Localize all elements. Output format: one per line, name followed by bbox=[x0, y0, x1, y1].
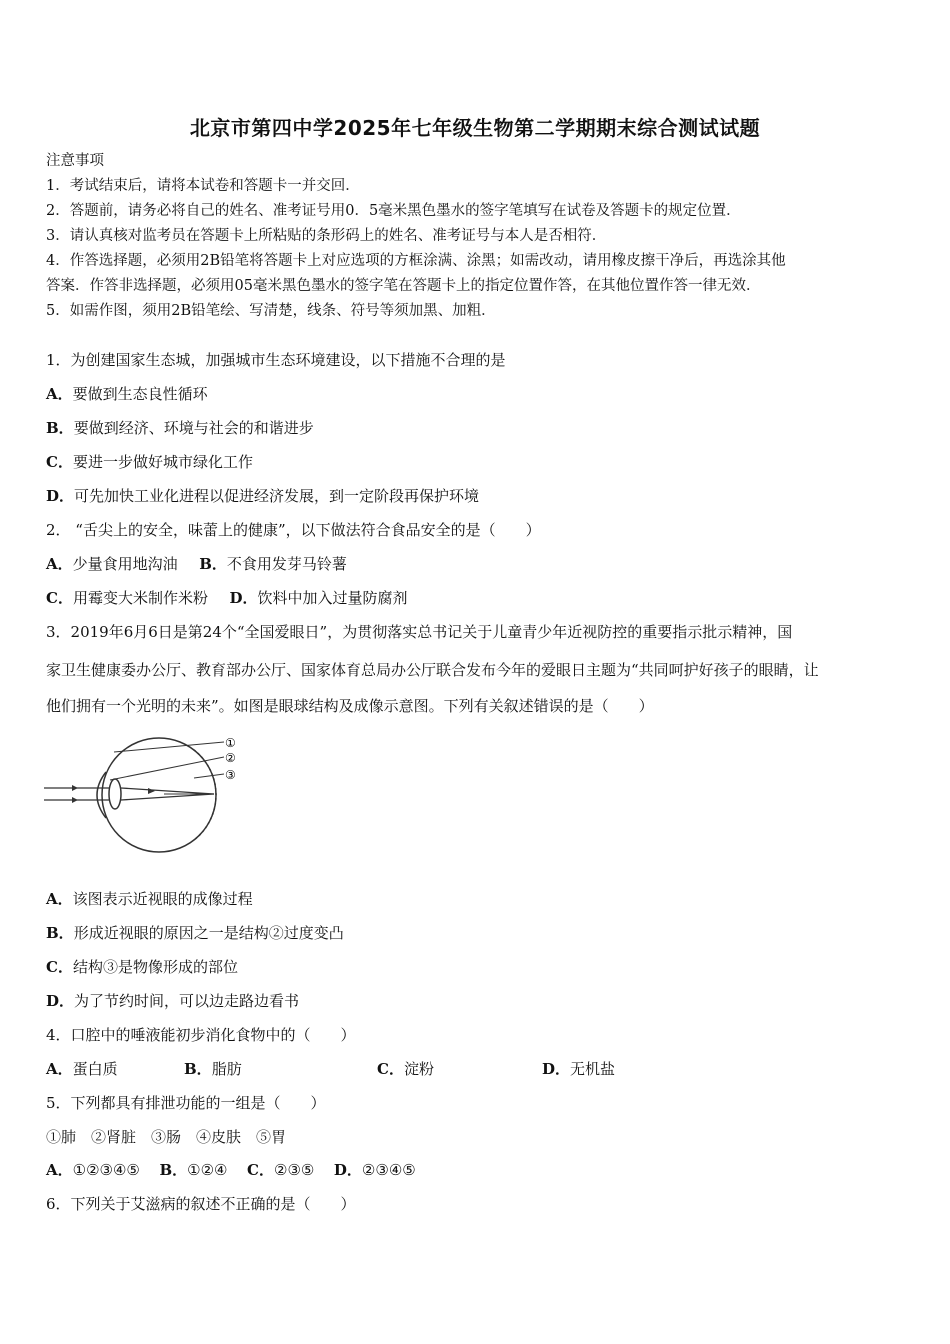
ray-arrow-icon bbox=[72, 797, 78, 803]
q5-stem: 5．下列都具有排泄功能的一组是（ ） bbox=[46, 1094, 326, 1112]
q2-stem: 2． “舌尖上的安全，味蕾上的健康”，以下做法符合食品安全的是（ ） bbox=[46, 521, 541, 539]
q2-option-a[interactable]: A．少量食用地沟油 bbox=[46, 555, 178, 573]
q5-option-b[interactable]: B．①②④ bbox=[159, 1161, 228, 1179]
q2-option-c[interactable]: C．用霉变大米制作米粉 bbox=[46, 589, 208, 607]
lens-shape bbox=[109, 779, 121, 809]
q2-options-row bbox=[46, 554, 347, 574]
q3-stem: 家卫生健康委办公厅、教育部办公厅、国家体育总局办公厅联合发布今年的爱眼日主题为“共同呵护好孩子的眼睛，让 bbox=[46, 661, 819, 679]
light-ray bbox=[121, 788, 214, 794]
q2-option-b[interactable]: B．不食用发芽马铃薯 bbox=[199, 555, 347, 573]
q5-options-row bbox=[46, 1160, 416, 1180]
q2-options-row bbox=[46, 588, 408, 608]
page-title: 北京市第四中学2025年七年级生物第二学期期末综合测试试题 bbox=[189, 116, 761, 140]
q4-stem: 4．口腔中的唾液能初步消化食物中的（ ） bbox=[46, 1026, 356, 1044]
q4-option-c[interactable]: C．淀粉 bbox=[377, 1060, 434, 1078]
q3-stem: 他们拥有一个光明的未来”。如图是眼球结构及成像示意图。下列有关叙述错误的是（ ） bbox=[46, 697, 654, 715]
q6-stem: 6．下列关于艾滋病的叙述不正确的是（ ） bbox=[46, 1195, 356, 1213]
notice-heading: 注意事项 bbox=[46, 153, 104, 169]
q3-option-c[interactable]: C．结构③是物像形成的部位 bbox=[46, 958, 238, 976]
q4-option-a[interactable]: A．蛋白质 bbox=[46, 1060, 118, 1078]
q4-option-d[interactable]: D．无机盐 bbox=[542, 1060, 616, 1078]
notice-item: 3．请认真核对监考员在答题卡上所粘贴的条形码上的姓名、准考证号与本人是否相符． bbox=[46, 228, 607, 244]
notice-item: 2．答题前，请务必将自己的姓名、准考证号用0．5毫米黑色墨水的签字笔填写在试卷及答题卡的规定位置． bbox=[46, 203, 741, 219]
light-ray bbox=[121, 794, 214, 800]
q3-stem: 3．2019年6月6日是第24个“全国爱眼日”，为贯彻落实总书记关于儿童青少年近视防控的重要指示批示精神，国 bbox=[46, 623, 793, 641]
q5-option-d[interactable]: D．②③④⑤ bbox=[333, 1161, 416, 1179]
figure-label: ③ bbox=[225, 768, 236, 782]
q5-items: ①肺 ②肾脏 ③肠 ④皮肤 ⑤胃 bbox=[46, 1128, 287, 1146]
eye-diagram-svg bbox=[44, 730, 254, 860]
q2-option-d[interactable]: D．饮料中加入过量防腐剂 bbox=[229, 589, 408, 607]
leader-line bbox=[194, 774, 224, 778]
notice-item: 5．如需作图，须用2B铅笔绘、写清楚，线条、符号等须加黑、加粗． bbox=[46, 303, 496, 319]
q4-option-b[interactable]: B．脂肪 bbox=[184, 1060, 242, 1078]
q5-option-c[interactable]: C．②③⑤ bbox=[247, 1161, 315, 1179]
figure-label: ② bbox=[225, 751, 236, 765]
notice-item: 答案．作答非选择题，必须用05毫米黑色墨水的签字笔在答题卡上的指定位置作答，在其他位置作答一律无效． bbox=[46, 278, 761, 294]
figure-label: ① bbox=[225, 736, 236, 750]
q5-option-a[interactable]: A．①②③④⑤ bbox=[46, 1161, 140, 1179]
q1-option-d[interactable]: D．可先加快工业化进程以促进经济发展，到一定阶段再保护环境 bbox=[46, 487, 480, 505]
q1-option-c[interactable]: C．要进一步做好城市绿化工作 bbox=[46, 453, 253, 471]
eye-diagram bbox=[44, 730, 254, 864]
notice-item: 1．考试结束后，请将本试卷和答题卡一并交回． bbox=[46, 178, 360, 194]
ray-arrow-icon bbox=[148, 788, 155, 794]
q1-stem: 1．为创建国家生态城，加强城市生态环境建设，以下措施不合理的是 bbox=[46, 351, 506, 369]
leader-line bbox=[114, 742, 224, 752]
notice-item: 4．作答选择题，必须用2B铅笔将答题卡上对应选项的方框涂满、涂黑；如需改动，请用橡皮擦干净后，再选涂其他 bbox=[46, 253, 786, 269]
q3-option-b[interactable]: B．形成近视眼的原因之一是结构②过度变凸 bbox=[46, 924, 344, 942]
q3-option-d[interactable]: D．为了节约时间，可以边走路边看书 bbox=[46, 992, 300, 1010]
q1-option-b[interactable]: B．要做到经济、环境与社会的和谐进步 bbox=[46, 419, 314, 437]
q3-option-a[interactable]: A．该图表示近视眼的成像过程 bbox=[46, 890, 253, 908]
q1-option-a[interactable]: A．要做到生态良性循环 bbox=[46, 385, 208, 403]
ray-arrow-icon bbox=[72, 785, 78, 791]
